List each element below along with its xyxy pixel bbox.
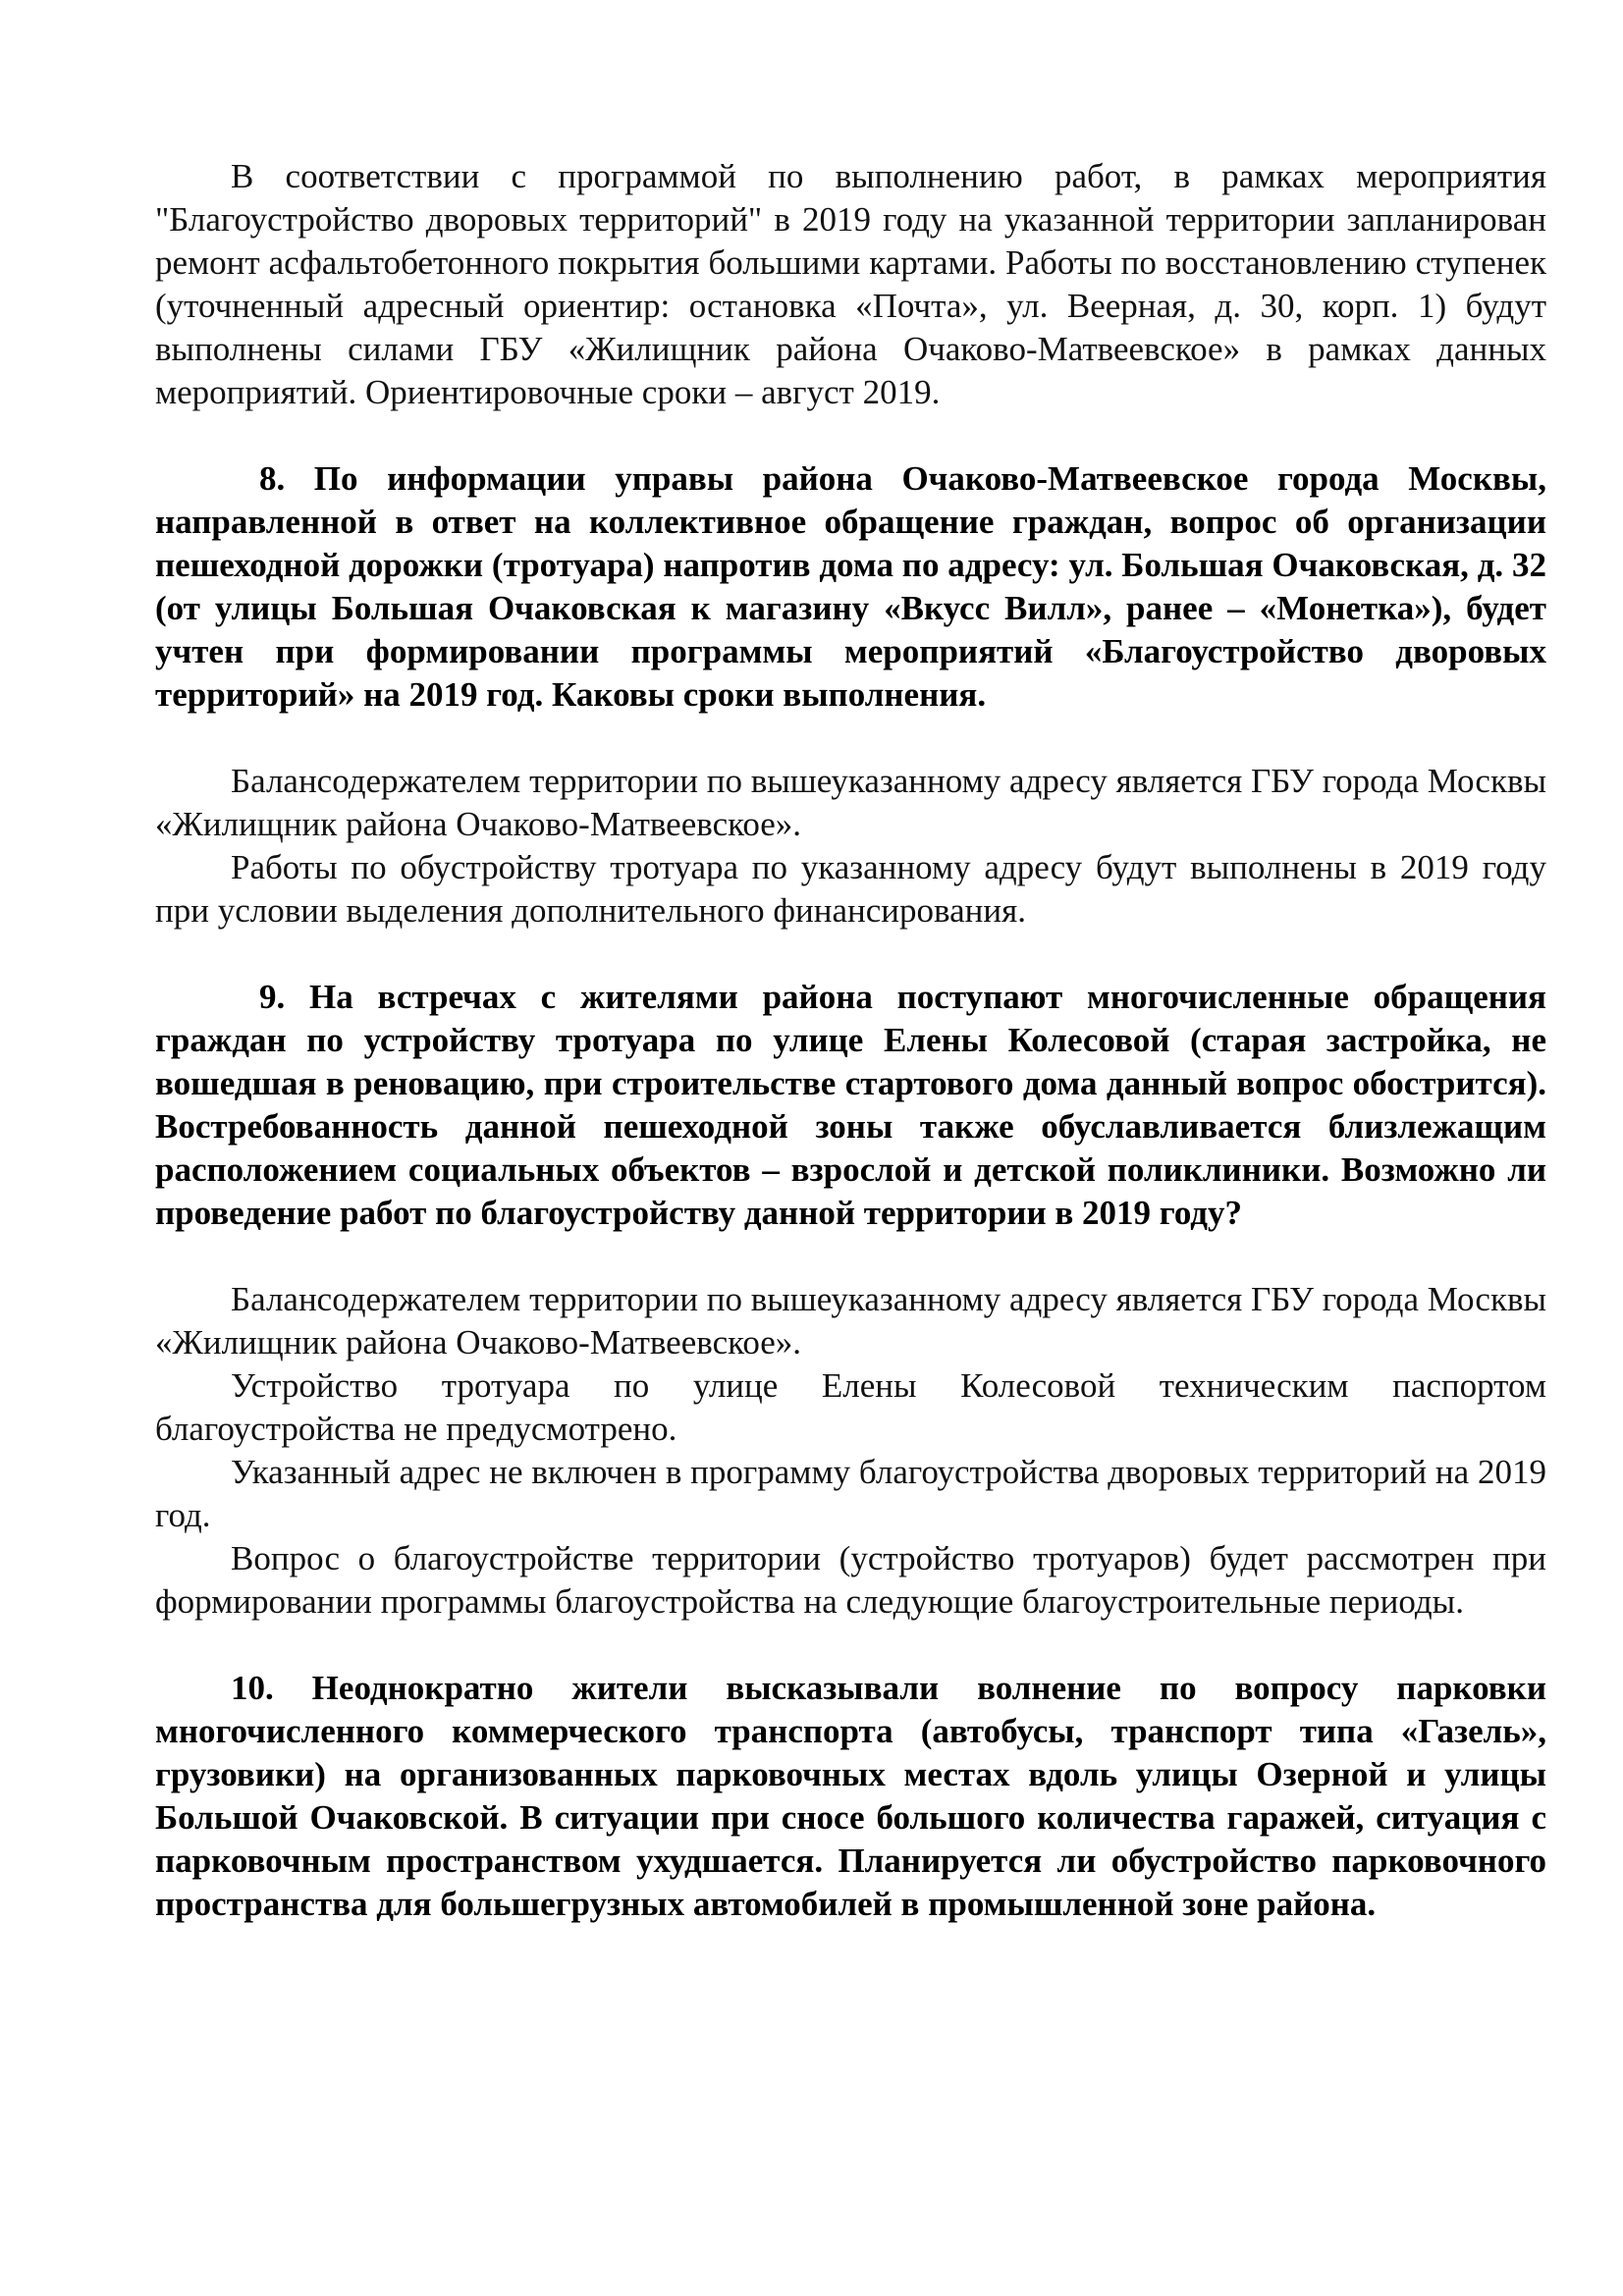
answer-9-passport: Устройство тротуара по улице Елены Колесовой техническим паспортом благоустройства не предусмотрено. [155,1366,1546,1448]
question-10: 10. Неоднократно жители высказывали волнение по вопросу парковки многочисленного коммерческого транспорта (автобусы, транспорт типа «Газель», грузовики) на организованных парковочных местах вдоль улицы Озерной и улицы Большой Очаковской. В ситуации при сносе большого количества гаражей, ситуация с парковочным пространством ухудшается. Планируется ли обустройство парковочного пространства для большегрузных автомобилей в промышленной зоне района. [155,1669,1546,1923]
answer-9-future: Вопрос о благоустройстве территории (устройство тротуаров) будет рассмотрен при формировании программы благоустройства на следующие благоустроительные периоды. [155,1539,1546,1621]
answer-9-program: Указанный адрес не включен в программу благоустройства дворовых территорий на 2019 год. [155,1453,1546,1534]
paragraph-intro: В соответствии с программой по выполнению работ, в рамках мероприятия "Благоустройство дворовых территорий" в 2019 году на указанной территории запланирован ремонт асфальтобетонного покрытия большими картами. Работы по восстановлению ступенек (уточненный адресный ориентир: остановка «Почта», ул. Веерная, д. 30, корп. 1) будут выполнены силами ГБУ «Жилищник района Очаково-Матвеевское» в рамках данных мероприятий. Ориентировочные сроки – август 2019. [155,157,1546,411]
question-9: 9. На встречах с жителями района поступают многочисленные обращения граждан по устройству тротуара по улице Елены Колесовой (старая застройка, не вошедшая в реновацию, при строительстве стартового дома данный вопрос обострится). Востребованность данной пешеходной зоны также обуславливается близлежащим расположением социальных объектов – взрослой и детской поликлиники. Возможно ли проведение работ по благоустройству данной территории в 2019 году? [155,978,1546,1232]
question-8: 8. По информации управы района Очаково-Матвеевское города Москвы, направленной в ответ на коллективное обращение граждан, вопрос об организации пешеходной дорожки (тротуара) напротив дома по адресу: ул. Большая Очаковская, д. 32 (от улицы Большая Очаковская к магазину «Вкусс Вилл», ранее – «Монетка»), будет учтен при формировании программы мероприятий «Благоустройство дворовых территорий» на 2019 год. Каковы сроки выполнения. [155,459,1546,714]
answer-8-balance-holder: Балансодержателем территории по вышеуказанному адресу является ГБУ города Москвы «Жилищник района Очаково-Матвеевское». [155,762,1546,843]
answer-9-balance-holder: Балансодержателем территории по вышеуказанному адресу является ГБУ города Москвы «Жилищник района Очаково-Матвеевское». [155,1280,1546,1362]
answer-8-works: Работы по обустройству тротуара по указанному адресу будут выполнены в 2019 году при условии выделения дополнительного финансирования. [155,848,1546,930]
